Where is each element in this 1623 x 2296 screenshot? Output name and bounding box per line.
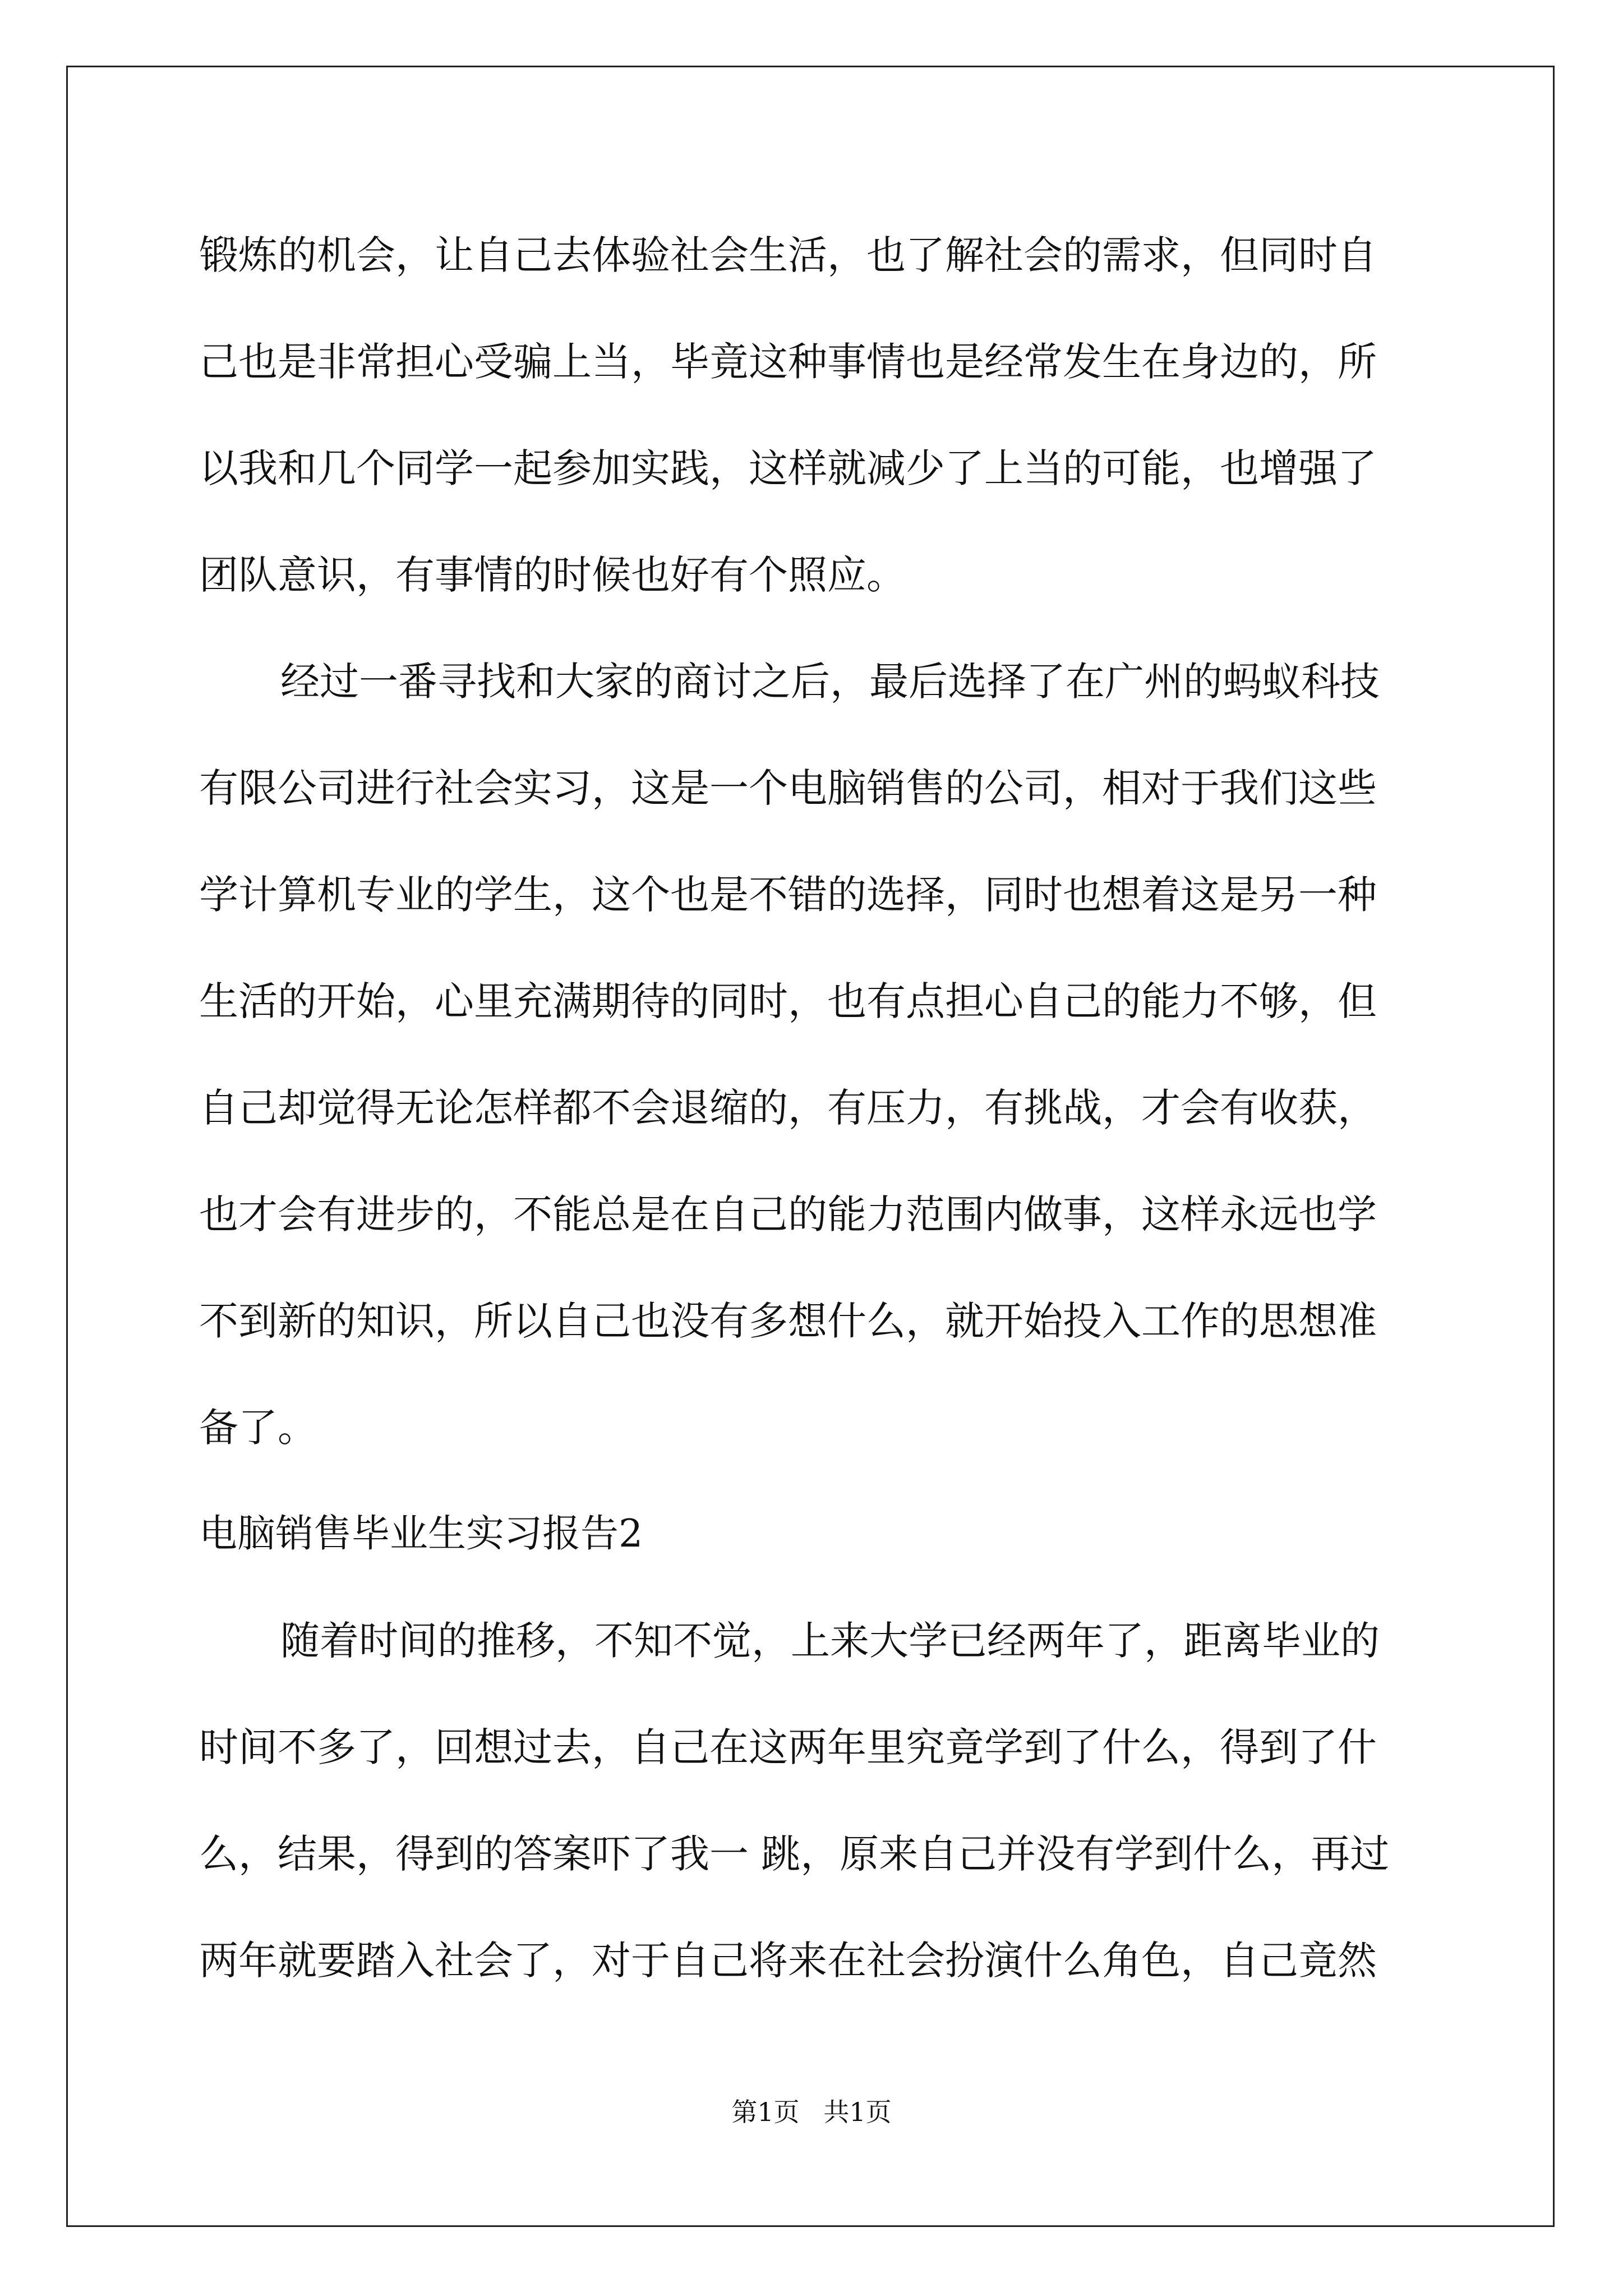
page-number: 第1页 xyxy=(731,2097,800,2127)
text-line: 有限公司进行社会实习，这是一个电脑销售的公司，相对于我们这些 xyxy=(199,765,1377,811)
paragraph-first-line: 经过一番寻找和大家的商讨之后，最后选择了在广州的蚂蚁科技 xyxy=(280,659,1380,705)
text-line: 以我和几个同学一起参加实践，这样就减少了上当的可能，也增强了 xyxy=(199,445,1377,491)
text-line: 己也是非常担心受骗上当，毕竟这种事情也是经常发生在身边的，所 xyxy=(199,339,1377,385)
page-footer xyxy=(0,2095,1623,2129)
text-line: 时间不多了，回想过去，自己在这两年里究竟学到了什么，得到了什 xyxy=(199,1724,1377,1770)
text-line: 不到新的知识，所以自己也没有多想什么，就开始投入工作的思想准 xyxy=(199,1298,1377,1344)
text-line: 生活的开始，心里充满期待的同时，也有点担心自己的能力不够，但 xyxy=(199,978,1377,1024)
page-total: 共1页 xyxy=(823,2097,892,2127)
document-body xyxy=(199,210,1422,2022)
paragraph-first-line: 随着时间的推移，不知不觉，上来大学已经两年了，距离毕业的 xyxy=(280,1618,1380,1664)
text-line: 备了。 xyxy=(199,1405,317,1451)
text-line: 也才会有进步的，不能总是在自己的能力范围内做事，这样永远也学 xyxy=(199,1191,1377,1237)
text-line: 团队意识，有事情的时候也好有个照应。 xyxy=(199,552,906,598)
text-line: 么，结果，得到的答案吓了我一 跳，原来自己并没有学到什么，再过 xyxy=(199,1831,1390,1877)
text-line: 两年就要踏入社会了，对于自己将来在社会扮演什么角色，自己竟然 xyxy=(199,1938,1377,1984)
text-line: 学计算机专业的学生，这个也是不错的选择，同时也想着这是另一种 xyxy=(199,872,1377,918)
text-line: 自己却觉得无论怎样都不会退缩的，有压力，有挑战，才会有收获， xyxy=(199,1085,1377,1131)
text-line: 锻炼的机会，让自己去体验社会生活，也了解社会的需求，但同时自 xyxy=(199,232,1377,278)
section-heading: 电脑销售毕业生实习报告2 xyxy=(199,1512,643,1556)
